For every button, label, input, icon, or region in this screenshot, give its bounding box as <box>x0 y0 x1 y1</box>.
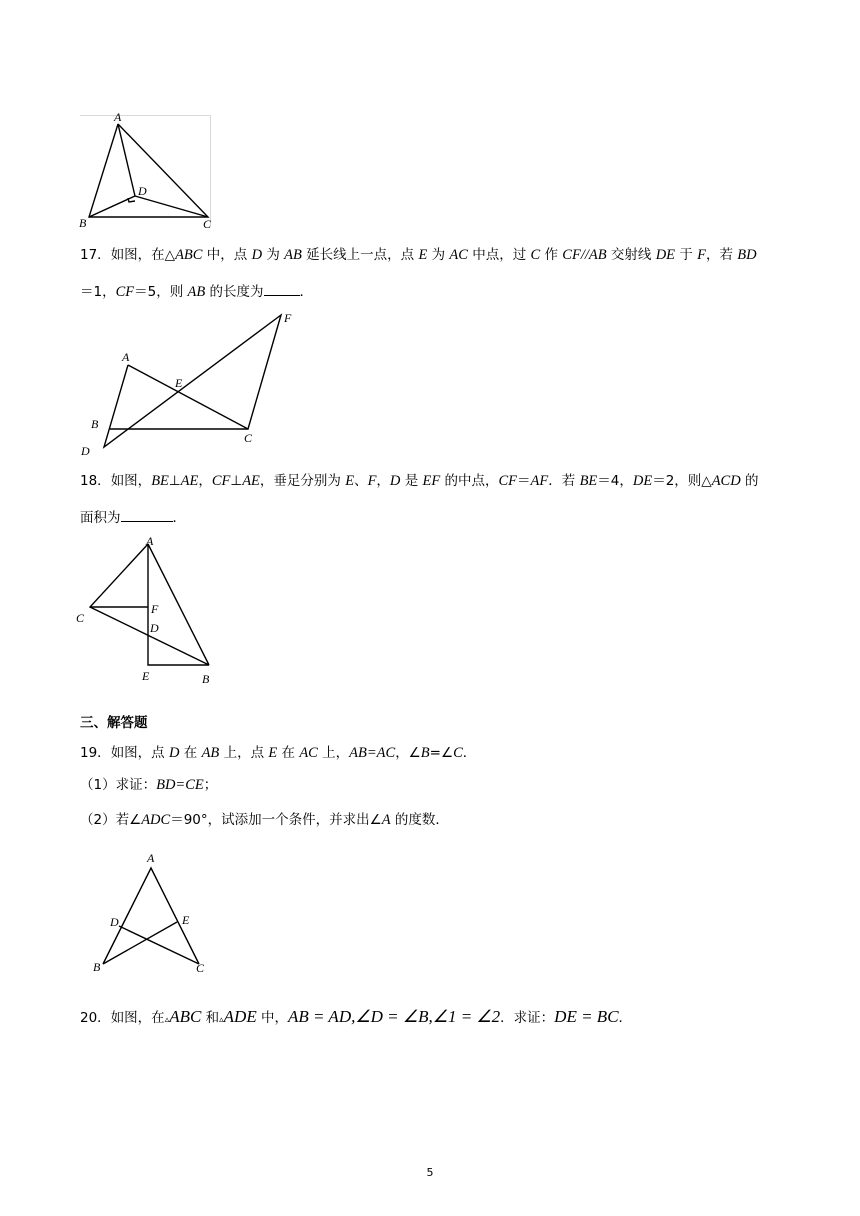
q18-line2: 面积为 ． <box>80 507 186 528</box>
outline <box>104 315 281 447</box>
label-e: E <box>182 913 190 927</box>
label-c: C <box>196 961 205 975</box>
figure-18 <box>72 530 232 695</box>
q18-line1: 18．如图，BE⊥AE，CF⊥AE，垂足分别为 E、F，D 是 EF 的中点，CF＝AF．若 BE＝4，DE＝2，则△ACD 的 <box>80 473 759 489</box>
label-b: B <box>93 960 101 974</box>
label-d: D <box>150 621 159 635</box>
label-c: C <box>76 611 85 625</box>
label-c: C <box>203 217 212 231</box>
q17-line1: 17．如图，在△ABC 中，点 D 为 AB 延长线上一点，点 E 为 AC 中点，过 C 作 CF//AB 交射线 DE 于 F，若 BD <box>80 247 757 263</box>
answer-blank <box>264 281 300 296</box>
label-a: A <box>147 851 155 865</box>
triangle-abc <box>89 124 208 217</box>
label-b: B <box>91 417 99 431</box>
label-e: E <box>175 376 183 390</box>
figure-16 <box>70 110 230 235</box>
label-a: A <box>146 534 154 548</box>
q19-part2: （2）若∠ADC＝90°，试添加一个条件，并求出∠A 的度数． <box>80 812 449 828</box>
q19-line1: 19．如图，点 D 在 AB 上，点 E 在 AC 上，AB=AC，∠B=∠C． <box>80 745 477 761</box>
label-e: E <box>142 669 150 683</box>
label-f: F <box>284 311 292 325</box>
answer-blank <box>121 507 173 522</box>
label-b: B <box>202 672 210 686</box>
section-title: 三、解答题 <box>80 715 148 731</box>
label-a: A <box>114 110 122 124</box>
q17-line2: ＝1，CF＝5，则 AB 的长度为 ． <box>80 281 313 302</box>
q20-line: 20．如图，在▵ABC 和▵ADE 中，AB = AD,∠D = ∠B,∠1 = ∠2．求证：DE = BC． <box>80 1007 633 1026</box>
label-d: D <box>138 184 147 198</box>
segment-ad <box>118 124 135 196</box>
label-f: F <box>151 602 159 616</box>
figure-19 <box>85 848 215 978</box>
label-d: D <box>110 915 119 929</box>
q19-part1: （1）求证：BD=CE； <box>80 777 218 793</box>
label-c: C <box>244 431 253 445</box>
figure-17 <box>72 305 312 460</box>
label-b: B <box>79 216 87 230</box>
outline <box>90 544 209 665</box>
label-d: D <box>81 444 90 458</box>
page-number: 5 <box>426 1166 434 1179</box>
label-a: A <box>122 350 130 364</box>
